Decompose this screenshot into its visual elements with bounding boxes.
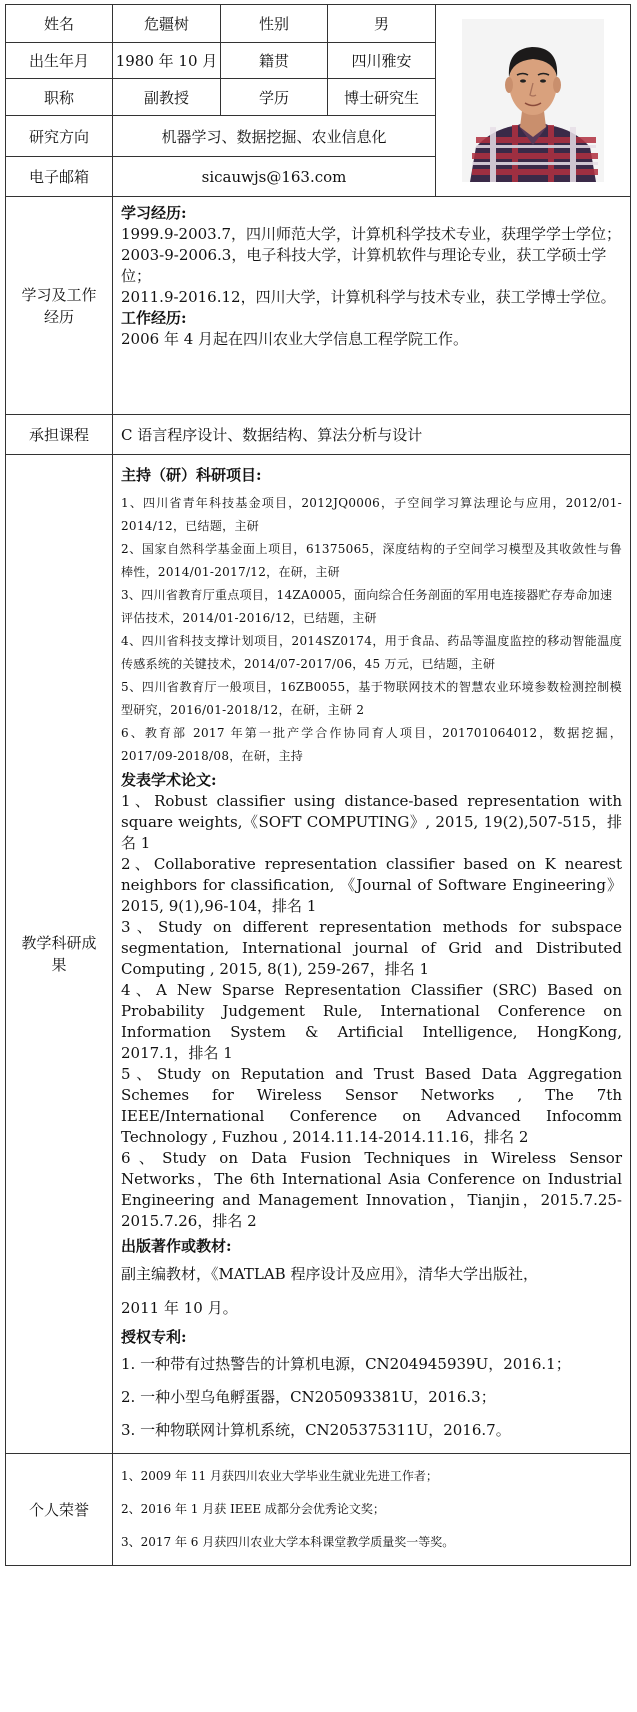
degree-label: 学历 (221, 79, 328, 116)
degree-value: 博士研究生 (328, 79, 436, 116)
birth-value: 1980 年 10 月 (113, 43, 221, 79)
patent-item: 2. 一种小型乌龟孵蛋器，CN205093381U，2016.3； (121, 1388, 496, 1406)
study-item: 2003-9-2006.3，电子科技大学，计算机软件与理论专业，获工学硕士学位； (121, 246, 607, 285)
patent-item: 1. 一种带有过热警告的计算机电源，CN204945939U，2016.1； (121, 1355, 571, 1373)
gender-value: 男 (328, 5, 436, 43)
paper-item: 1、Robust classifier using distance-based representation with square weights,《SOFT COMPUTING》, 2015, 19(2),507-515，排名 1 (121, 792, 622, 852)
study-item: 1999.9-2003.7，四川师范大学，计算机科学技术专业，获理学学士学位； (121, 225, 622, 243)
work-heading: 工作经历: (121, 309, 187, 327)
paper-item: 6、Study on Data Fusion Techniques in Wireless Sensor Networks，The 6th International Asia Conference on Industrial Engineering and Management Innovation，Tianjin，2015.7.25-2015.7.26，排名 2 (121, 1149, 622, 1230)
resume-table (5, 4, 631, 1566)
project-item: 评估技术，2014/01-2016/12，已结题，主研 (121, 611, 377, 625)
study-item: 2011.9-2016.12，四川大学，计算机科学与技术专业，获工学博士学位。 (121, 288, 616, 306)
photo-cell (436, 5, 631, 197)
title-label: 职称 (6, 79, 113, 116)
project-item: 5、四川省教育厅一般项目，16ZB0055，基于物联网技术的智慧农业环境参数检测控制模型研究，2016/01-2018/12，在研，主研 2 (121, 680, 622, 717)
paper-item: 2、Collaborative representation classifier based on K nearest neighbors for classification, 《Journal of Software Engineering》 2015, 9(1),96-104，排名 1 (121, 855, 622, 915)
paper-item: 5、Study on Reputation and Trust Based Data Aggregation Schemes for Wireless Sensor Networks , The 7th IEEE/International Conference on Advanced Infocomm Technology , Fuzhou , 2014.11.14-2014.11.16，排名 2 (121, 1065, 622, 1146)
honor-item: 3、2017 年 6 月获四川农业大学本科课堂教学质量奖一等奖。 (121, 1535, 455, 1549)
birth-label: 出生年月 (6, 43, 113, 79)
honor-item: 1、2009 年 11 月获四川农业大学毕业生就业先进工作者； (121, 1469, 438, 1483)
name-label: 姓名 (6, 5, 113, 43)
paper-item: 3、Study on different representation methods for subspace segmentation, International journal of Grid and Distributed Computing , 2015, 8(1), 259-267，排名 1 (121, 918, 622, 978)
research-value: 机器学习、数据挖掘、农业信息化 (113, 116, 436, 157)
native-value: 四川雅安 (328, 43, 436, 79)
title-value: 副教授 (113, 79, 221, 116)
books-heading: 出版著作或教材: (121, 1237, 232, 1255)
projects-heading: 主持（研）科研项目: (121, 466, 262, 484)
papers-heading: 发表学术论文: (121, 771, 217, 789)
paper-item: 4、A New Sparse Representation Classifier (SRC) Based on Probability Judgement Rule, International Conference on Information System & Artificial Intelligence, HongKong, 2017.1，排名 1 (121, 981, 622, 1062)
project-item: 4、四川省科技支撑计划项目，2014SZ0174，用于食品、药品等温度监控的移动智能温度传感系统的关键技术，2014/07-2017/06，45 万元，已结题，主研 (121, 634, 622, 671)
email-label: 电子邮箱 (6, 157, 113, 197)
name-value: 危疆树 (113, 5, 221, 43)
project-item: 3、四川省教育厅重点项目，14ZA0005，面向综合任务剖面的军用电连接器贮存寿命加速 (121, 588, 613, 602)
project-item: 6、教育部 2017 年第一批产学合作协同育人项目，201701064012，数据挖掘，2017/09-2018/08，在研，主持 (121, 726, 622, 763)
project-item: 1、四川省青年科技基金项目，2012JQ0006，子空间学习算法理论与应用，2012/01-2014/12，已结题，主研 (121, 496, 622, 533)
results-label (6, 455, 113, 1454)
courses-label: 承担课程 (6, 415, 113, 455)
patents-heading: 授权专利: (121, 1328, 187, 1346)
results-label-text: 教学科研成果 (21, 934, 97, 974)
project-item: 2、国家自然科学基金面上项目，61375065，深度结构的子空间学习模型及其收敛性与鲁棒性，2014/01-2017/12，在研，主研 (121, 542, 622, 579)
study-heading: 学习经历: (121, 204, 187, 222)
book-item: 2011 年 10 月。 (121, 1299, 238, 1317)
experience-label-text: 学习及工作经历 (21, 285, 97, 326)
experience-label (6, 197, 113, 415)
gender-label: 性别 (221, 5, 328, 43)
research-label: 研究方向 (6, 116, 113, 157)
work-item: 2006 年 4 月起在四川农业大学信息工程学院工作。 (121, 330, 469, 348)
experience-content (113, 197, 631, 415)
courses-value: C 语言程序设计、数据结构、算法分析与设计 (113, 415, 631, 455)
profile-photo (462, 19, 604, 182)
honors-content (113, 1454, 631, 1566)
native-label: 籍贯 (221, 43, 328, 79)
email-value: sicauwjs@163.com (113, 157, 436, 197)
honor-item: 2、2016 年 1 月获 IEEE 成都分会优秀论文奖； (121, 1502, 385, 1516)
book-item: 副主编教材，《MATLAB 程序设计及应用》，清华大学出版社， (121, 1265, 538, 1283)
honors-label: 个人荣誉 (6, 1454, 113, 1566)
patent-item: 3. 一种物联网计算机系统，CN205375311U，2016.7。 (121, 1421, 511, 1439)
results-content (113, 455, 631, 1454)
